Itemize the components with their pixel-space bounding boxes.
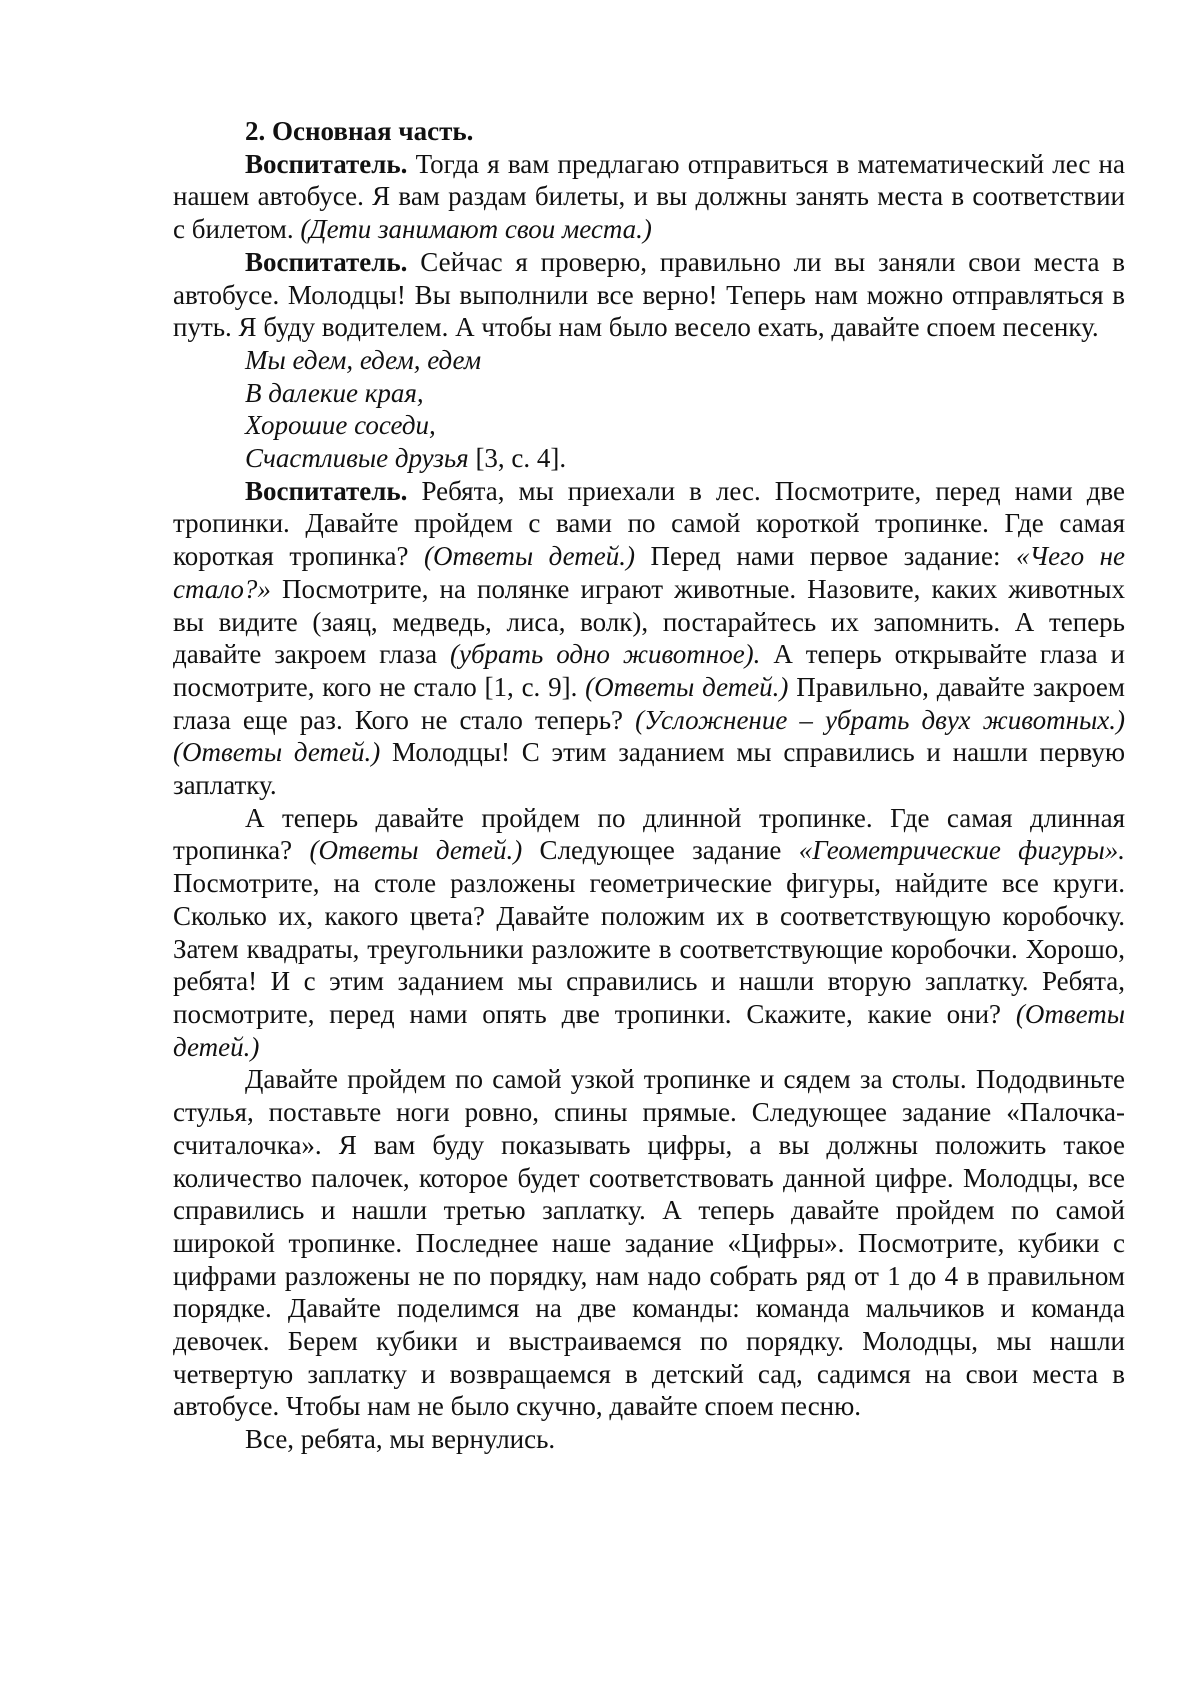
paragraph-1 <box>173 148 1125 246</box>
paragraph-text: А теперь давайте пройдем по длинной тропинке. Где самая длинная тропинка? <box>173 803 1125 866</box>
paragraph-text: Ребята, мы приехали в лес. Посмотрите, перед нами две тропинки. Давайте пройдем с вами по самой короткой тропинке. Где самая короткая тропинка? <box>173 476 1125 571</box>
stage-note: (Ответы детей.) <box>424 541 635 571</box>
song-line-1: Мы едем, едем, едем <box>173 344 1125 377</box>
task-title: «Чего не стало?» <box>173 541 1125 604</box>
speaker-label: Воспитатель. <box>245 149 407 179</box>
song-line-3: Хорошие соседи, <box>173 409 1125 442</box>
stage-note: (Дети занимают свои места.) <box>300 214 652 244</box>
paragraph-text: Следующее задание <box>522 835 798 865</box>
song-line-text: Счастливые друзья <box>245 443 469 473</box>
paragraph-text: Тогда я вам предлагаю отправиться в математический лес на нашем автобусе. Я вам раздам билеты, и вы должны занять места в соответствии с билетом. <box>173 149 1125 244</box>
task-title: «Геометрические фигуры». <box>799 835 1125 865</box>
paragraph-text: Сейчас я проверю, правильно ли вы заняли свои места в автобусе. Молодцы! Вы выполнили все верно! Теперь нам можно отправляться в путь. Я буду водителем. А чтобы нам было весело ехать, давайте споем песенку. <box>173 247 1125 342</box>
citation: [3, с. 4]. <box>469 443 566 473</box>
paragraph-5: Давайте пройдем по самой узкой тропинке и сядем за столы. Пододвиньте стулья, поставьте ноги ровно, спины прямые. Следующее задание «Палочка-считалочка». Я вам буду показывать цифры, а вы должны положить такое количество палочек, которое будет соответствовать данной цифре. Молодцы, все справились и нашли третью заплатку. А теперь давайте пройдем по самой широкой тропинке. Последнее наше задание «Цифры». Посмотрите, кубики с цифрами разложены не по порядку, нам надо собрать ряд от 1 до 4 в правильном порядке. Давайте поделимся на две команды: команда мальчиков и команда девочек. Берем кубики и выстраиваемся по порядку. Молодцы, мы нашли четвертую заплатку и возвращаемся в детский сад, садимся на свои места в автобусе. Чтобы нам не было скучно, давайте споем песню. <box>173 1063 1125 1423</box>
stage-note: (Ответы детей.) <box>309 835 522 865</box>
section-heading: 2. Основная часть. <box>173 115 1125 148</box>
document-body <box>173 115 1125 1456</box>
stage-note: (Усложнение – убрать двух животных.) (Ответы детей.) <box>173 705 1125 768</box>
paragraph-3 <box>173 475 1125 802</box>
speaker-label: Воспитатель. <box>245 247 407 277</box>
paragraph-2 <box>173 246 1125 344</box>
paragraph-text: Посмотрите, на полянке играют животные. Назовите, каких животных вы видите (заяц, медведь, лиса, волк), постарайтесь их запомнить. А теперь давайте закроем глаза <box>173 574 1125 669</box>
paragraph-6: Все, ребята, мы вернулись. <box>173 1423 1125 1456</box>
paragraph-text: А теперь открывайте глаза и посмотрите, кого не стало [1, с. 9]. <box>173 639 1125 702</box>
speaker-label: Воспитатель. <box>245 476 407 506</box>
paragraph-text: Молодцы! С этим заданием мы справились и нашли первую заплатку. <box>173 737 1125 800</box>
paragraph-text: Перед нами первое задание: <box>635 541 1016 571</box>
stage-note: (убрать одно животное). <box>450 639 760 669</box>
stage-note: (Ответы детей.) <box>585 672 788 702</box>
stage-note: (Ответы детей.) <box>173 999 1125 1062</box>
paragraph-text: Посмотрите, на столе разложены геометрические фигуры, найдите все круги. Сколько их, какого цвета? Давайте положим их в соответствующую коробочку. Затем квадраты, треугольники разложите в соответствующие коробочки. Хорошо, ребята! И с этим заданием мы справились и нашли вторую заплатку. Ребята, посмотрите, перед нами опять две тропинки. Скажите, какие они? <box>173 868 1125 1029</box>
song-line-2: В далекие края, <box>173 377 1125 410</box>
paragraph-text: Правильно, давайте закроем глаза еще раз. Кого не стало теперь? <box>173 672 1125 735</box>
document-page <box>0 0 1200 1698</box>
song-line-4 <box>173 442 1125 475</box>
paragraph-4 <box>173 802 1125 1064</box>
